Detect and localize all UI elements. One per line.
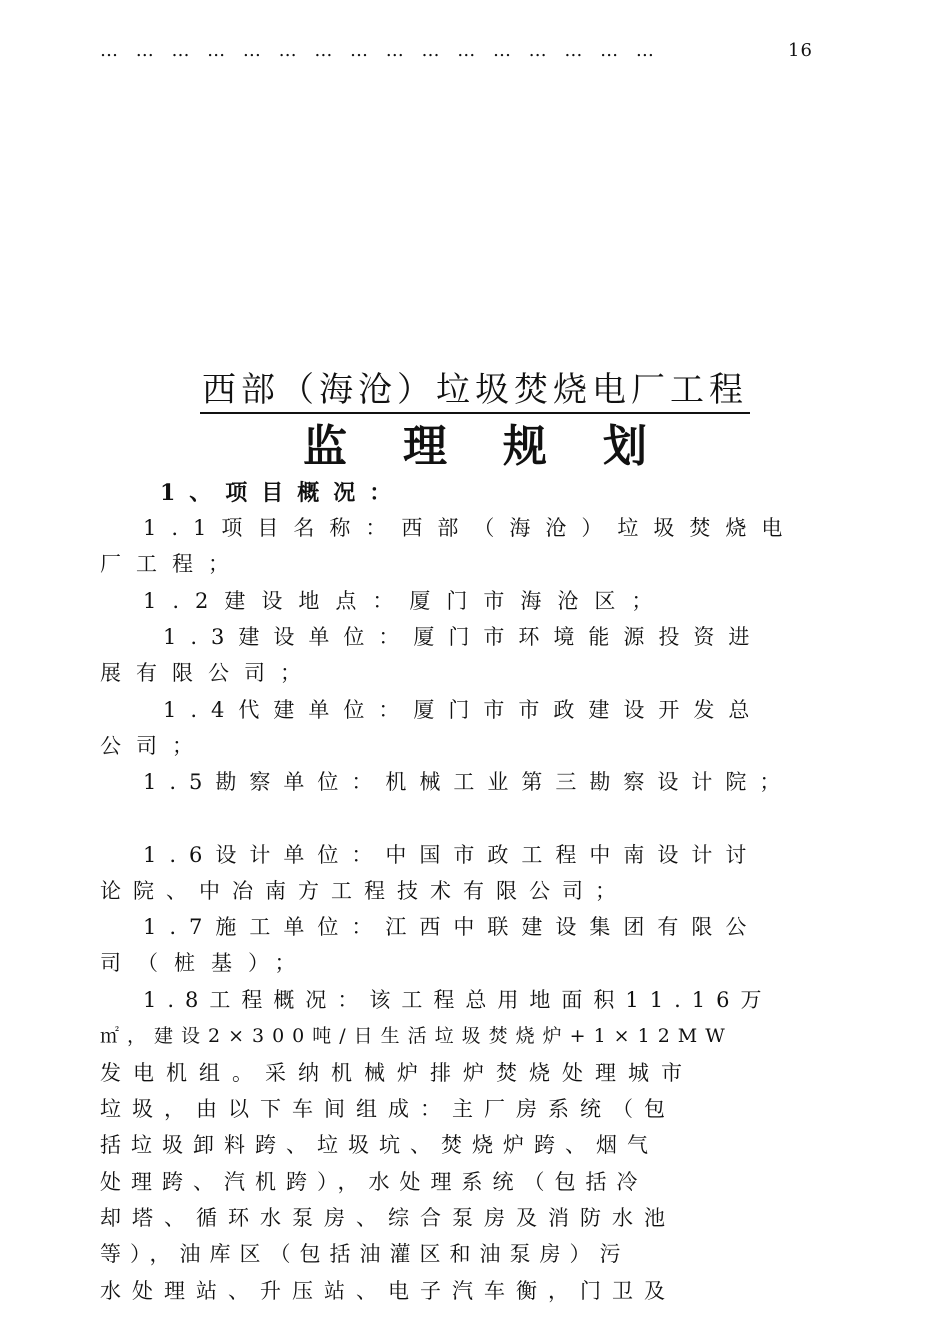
toc-page-number: 16 [788,40,813,61]
body-line: 1.5勘察单位：机械工业第三勘察设计院； [143,770,794,794]
body-line: ㎡，建设2×300吨/日生活垃圾焚烧炉+1×12MW [100,1025,733,1047]
body-line: 水处理站、升压站、电子汽车衡，门卫及 [100,1279,676,1303]
body-line: 括垃圾卸料跨、垃圾坑、焚烧炉跨、烟气 [100,1133,658,1157]
body-line: 发电机组。采纳机械炉排炉焚烧处理城市 [100,1061,694,1085]
body-line: 等），油库区（包括油灌区和油泵房）污 [100,1242,630,1266]
body-line: 司（桩基）； [100,951,312,975]
toc-line [100,40,820,70]
toc-leader-dots: … … … … … … … … … … … … … … … … [100,40,660,61]
body-line: 1.8工程概况：该工程总用地面积11.16万 [143,988,773,1012]
body-line: 论院、中冶南方工程技术有限公司； [100,879,628,903]
body-line: 1.4代建单位：厦门市市政建设开发总 [163,698,764,722]
document-title-text: 西部（海沧）垃圾焚烧电厂工程 [200,370,750,414]
document-title [0,362,950,411]
body-line: 却塔、循环水泵房、综合泵房及消防水池 [100,1206,676,1230]
body-line: 公司； [100,734,208,758]
body-line: 1.3建设单位：厦门市环境能源投资进 [163,625,764,649]
document-subtitle: 监理规划 [303,421,703,472]
body-line: 垃圾，由以下车间组成：主厂房系统（包 [100,1097,676,1121]
body-line: 1.1项目名称：西部（海沧）垃圾焚烧电 [143,516,798,540]
section-heading: 1、项目概况： [160,480,406,506]
body-line: 1.6设计单位：中国市政工程中南设计讨 [143,843,760,867]
body-line: 厂工程； [100,552,244,576]
body-line: 1.2建设地点：厦门市海沧区； [143,589,669,613]
body-line: 处理跨、汽机跨），水处理系统（包括冷 [100,1170,648,1194]
body-line: 1.7施工单位：江西中联建设集团有限公 [143,915,760,939]
body-line: 展有限公司； [100,661,316,685]
